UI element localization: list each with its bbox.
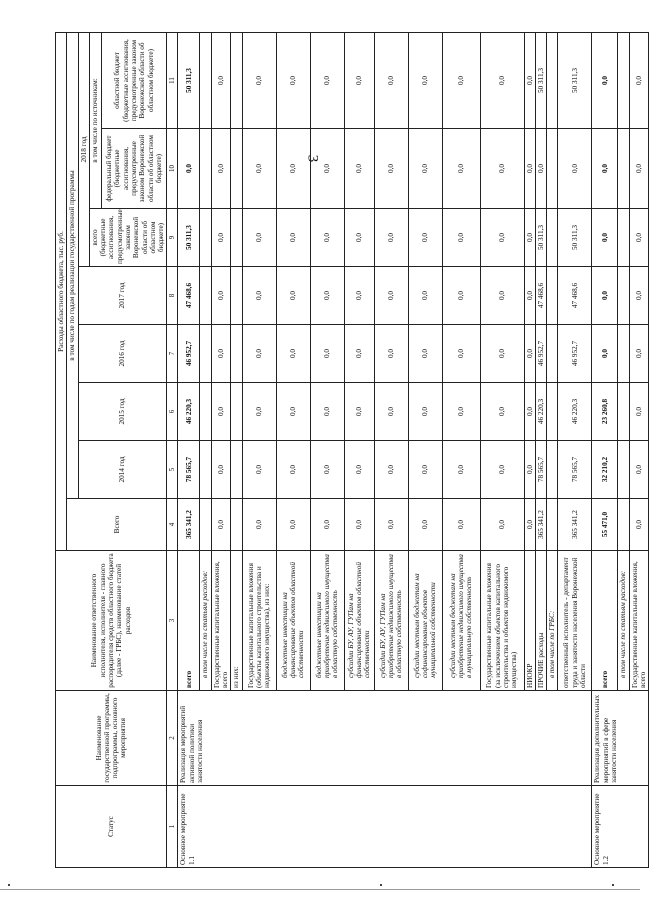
value-cell: 0,0 (344, 267, 374, 325)
value-cell: 50 311,3 (558, 32, 592, 128)
value-cell: 46 220,3 (178, 383, 200, 441)
value-cell: 0,0 (211, 32, 231, 128)
scan-speck (612, 884, 614, 886)
value-cell: 0,0 (629, 325, 649, 383)
value-cell: 0,0 (480, 267, 524, 325)
value-cell: 46 952,7 (558, 325, 592, 383)
value-cell: 0,0 (442, 325, 480, 383)
value-cell: 0,0 (344, 209, 374, 267)
value-cell: 0,0 (629, 209, 649, 267)
value-cell: 0,0 (276, 499, 310, 551)
value-cell: 0,0 (480, 383, 524, 441)
value-cell (547, 325, 558, 383)
value-cell: 47 468,6 (558, 267, 592, 325)
value-cell: 0,0 (592, 129, 618, 209)
value-cell: 0,0 (592, 32, 618, 128)
value-cell (231, 383, 242, 441)
value-cell: 0,0 (442, 32, 480, 128)
table-row (178, 32, 200, 867)
header-status: Статус (56, 786, 167, 868)
value-cell: 0,0 (242, 267, 276, 325)
value-cell: 0,0 (524, 441, 535, 499)
value-cell (618, 325, 629, 383)
value-cell: 0,0 (211, 209, 231, 267)
row-label: из них: (231, 551, 242, 691)
value-cell: 0,0 (242, 441, 276, 499)
value-cell: 32 210,2 (592, 441, 618, 499)
value-cell (200, 325, 211, 383)
header-2018: 2018 год (78, 32, 89, 266)
value-cell: 0,0 (524, 325, 535, 383)
scan-speck (380, 884, 382, 886)
value-cell: 0,0 (524, 499, 535, 551)
value-cell: 0,0 (242, 499, 276, 551)
header-2015: 2015 год (78, 383, 167, 441)
row-label: в том числе по статьям расходов: (618, 551, 629, 691)
value-cell: 0,0 (374, 499, 408, 551)
value-cell: 0,0 (629, 441, 649, 499)
value-cell: 0,0 (408, 383, 442, 441)
value-cell: 0,0 (211, 325, 231, 383)
value-cell: 0,0 (310, 499, 344, 551)
row-label: всего (178, 551, 200, 691)
value-cell: 46 952,7 (178, 325, 200, 383)
value-cell: 0,0 (442, 499, 480, 551)
value-cell: 0,0 (374, 209, 408, 267)
value-cell: 0,0 (211, 441, 231, 499)
value-cell: 0,0 (276, 209, 310, 267)
value-cell: 47 468,6 (178, 267, 200, 325)
header-by-years: в том числе по годам реализации государственной программы (67, 32, 78, 498)
budget-table-rotated (55, 33, 647, 868)
value-cell: 0,0 (276, 267, 310, 325)
value-cell (618, 499, 629, 551)
value-cell (200, 441, 211, 499)
value-cell: 50 311,3 (535, 32, 546, 128)
table-row (592, 32, 618, 867)
value-cell: 0,0 (480, 209, 524, 267)
measure-1-2-section (592, 32, 649, 867)
row-label: в том числе по статьям расходов: (200, 551, 211, 691)
value-cell: 0,0 (480, 441, 524, 499)
value-cell (231, 209, 242, 267)
value-cell: 0,0 (310, 209, 344, 267)
value-cell: 0,0 (242, 209, 276, 267)
value-cell: 78 565,7 (558, 441, 592, 499)
value-cell (231, 441, 242, 499)
header-2018-all: всего (бюджетные ассигнования, предусмотренные законом Воронежской области об областном бюджете) (89, 209, 167, 267)
value-cell (547, 499, 558, 551)
value-cell: 0,0 (442, 209, 480, 267)
header-2018-fed: федеральный бюджет (бюджетные ассигнования, предусмотренные законом Воронежской области об областном бюджете) (101, 129, 166, 209)
value-cell: 0,0 (374, 325, 408, 383)
value-cell (231, 129, 242, 209)
value-cell (618, 441, 629, 499)
value-cell (547, 441, 558, 499)
value-cell: 0,0 (524, 383, 535, 441)
value-cell: 0,0 (374, 383, 408, 441)
value-cell: 0,0 (374, 267, 408, 325)
value-cell: 0,0 (276, 32, 310, 128)
value-cell: 46 220,3 (558, 383, 592, 441)
value-cell: 0,0 (310, 441, 344, 499)
value-cell: 0,0 (535, 129, 546, 209)
value-cell: 365 341,2 (558, 499, 592, 551)
value-cell: 0,0 (408, 129, 442, 209)
value-cell: 23 260,8 (592, 383, 618, 441)
column-number-row: 1 2 3 4 5 6 7 8 9 10 11 (167, 32, 178, 867)
row-label: в том числе по ГРБС: (547, 551, 558, 691)
value-cell: 0,0 (344, 383, 374, 441)
value-cell: 0,0 (558, 129, 592, 209)
row-label: ответственный исполнитель - департамент труда и занятости населения Воронежской области (558, 551, 592, 691)
value-cell (547, 383, 558, 441)
value-cell (231, 32, 242, 128)
row-label: субсидии БУ, АУ, ГУПам на приобретение недвижимого имущества в областную собственность (374, 551, 408, 691)
value-cell: 0,0 (276, 383, 310, 441)
value-cell: 0,0 (629, 129, 649, 209)
value-cell: 0,0 (524, 209, 535, 267)
value-cell: 0,0 (442, 267, 480, 325)
header-budget-caption: Расходы областного бюджета, тыс. руб. (56, 32, 67, 550)
value-cell: 0,0 (310, 325, 344, 383)
header-2018-reg: областной бюджет (бюджетные ассигнования, предусмотренные законом Воронежской области об областном бюджете) (101, 32, 166, 128)
value-cell: 0,0 (344, 441, 374, 499)
value-cell: 0,0 (629, 267, 649, 325)
value-cell: 0,0 (310, 267, 344, 325)
value-cell (231, 267, 242, 325)
header-2017: 2017 год (78, 267, 167, 325)
measure-status: Основное мероприятие 1.2 (592, 786, 649, 868)
value-cell: 0,0 (242, 129, 276, 209)
value-cell: 0,0 (524, 267, 535, 325)
row-label: Государственные капитальные вложения (объекты капитального строительства и недвижимого имущества), из них: (242, 551, 276, 691)
value-cell: 0,0 (480, 325, 524, 383)
value-cell: 0,0 (408, 209, 442, 267)
value-cell: 50 311,3 (178, 32, 200, 128)
row-label: субсидии БУ, АУ, ГУПам на финансирование объектов областной собственности (344, 551, 374, 691)
measure-status: Основное мероприятие 1.1 (178, 786, 592, 868)
row-label: бюджетные инвестиции на финансирование объектов областной собственности (276, 551, 310, 691)
header-2018-incl: в том числе по источникам: (89, 32, 101, 208)
value-cell: 0,0 (442, 383, 480, 441)
row-label: бюджетные инвестиции на приобретение недвижимого имущества в областную собственность (310, 551, 344, 691)
value-cell: 0,0 (408, 441, 442, 499)
value-cell: 50 311,3 (178, 209, 200, 267)
value-cell: 0,0 (408, 32, 442, 128)
row-label: субсидии местным бюджетам на приобретение недвижимого имущества в муниципальную собственность (442, 551, 480, 691)
header-2016: 2016 год (78, 325, 167, 383)
measure-1-1-section (178, 32, 592, 867)
measure-name: Реализация мероприятий активной политики занятости населения (178, 691, 592, 786)
value-cell: 365 341,2 (535, 499, 546, 551)
scan-speck (8, 884, 10, 886)
value-cell (200, 32, 211, 128)
header-executor: Наименование ответственного исполнителя, исполнителя - главного распорядителя средств областного бюджета (далее - ГРБС), наименование статей расходов (56, 551, 167, 691)
value-cell: 0,0 (310, 32, 344, 128)
value-cell (231, 499, 242, 551)
value-cell: 0,0 (408, 325, 442, 383)
value-cell: 46 220,3 (535, 383, 546, 441)
value-cell: 0,0 (374, 32, 408, 128)
value-cell: 0,0 (211, 499, 231, 551)
value-cell (618, 129, 629, 209)
row-label: Государственные капитальные вложения, всего (211, 551, 231, 691)
value-cell: 78 565,7 (535, 441, 546, 499)
row-label: ПРОЧИЕ расходы (535, 551, 546, 691)
value-cell: 0,0 (524, 129, 535, 209)
value-cell: 0,0 (344, 129, 374, 209)
row-label: НИОКР (524, 551, 535, 691)
value-cell: 0,0 (442, 441, 480, 499)
value-cell: 0,0 (344, 325, 374, 383)
header-2014: 2014 год (78, 441, 167, 499)
value-cell: 0,0 (242, 32, 276, 128)
value-cell: 0,0 (242, 325, 276, 383)
value-cell: 0,0 (211, 383, 231, 441)
value-cell: 0,0 (276, 325, 310, 383)
header-program: Наименование государственной программы, подпрограммы, основного мероприятия (56, 691, 167, 786)
value-cell: 0,0 (408, 267, 442, 325)
value-cell (547, 267, 558, 325)
value-cell: 0,0 (178, 129, 200, 209)
value-cell: 0,0 (524, 32, 535, 128)
value-cell (618, 383, 629, 441)
value-cell: 46 952,7 (535, 325, 546, 383)
value-cell: 50 311,3 (558, 209, 592, 267)
value-cell: 0,0 (211, 267, 231, 325)
value-cell: 0,0 (408, 499, 442, 551)
value-cell (547, 209, 558, 267)
value-cell: 0,0 (276, 129, 310, 209)
value-cell (200, 499, 211, 551)
page-number: 3 (304, 154, 321, 163)
row-label: всего (592, 551, 618, 691)
value-cell: 0,0 (480, 499, 524, 551)
value-cell: 0,0 (480, 129, 524, 209)
value-cell (231, 325, 242, 383)
value-cell (618, 32, 629, 128)
value-cell (618, 209, 629, 267)
value-cell: 0,0 (310, 129, 344, 209)
value-cell: 0,0 (480, 32, 524, 128)
measure-name: Реализация дополнительных мероприятий в сфере занятости населения (592, 691, 649, 786)
value-cell: 0,0 (374, 129, 408, 209)
value-cell: 50 311,3 (535, 209, 546, 267)
value-cell (200, 129, 211, 209)
value-cell: 0,0 (592, 209, 618, 267)
row-label: Государственные капитальные вложения, всего (629, 551, 649, 691)
value-cell: 0,0 (374, 441, 408, 499)
value-cell (547, 32, 558, 128)
row-label: субсидии местным бюджетам на софинансирование объектов муниципальной собственности (408, 551, 442, 691)
value-cell: 0,0 (242, 383, 276, 441)
value-cell (200, 383, 211, 441)
value-cell: 55 471,0 (592, 499, 618, 551)
value-cell: 0,0 (276, 441, 310, 499)
value-cell: 0,0 (629, 32, 649, 128)
value-cell (200, 267, 211, 325)
scan-edge-line (0, 889, 640, 890)
value-cell: 0,0 (310, 383, 344, 441)
row-label: Государственные капитальные вложения (за исключением объектов капитального строительства и объектов недвижимого имущества) (480, 551, 524, 691)
value-cell: 365 341,2 (178, 499, 200, 551)
value-cell: 0,0 (442, 129, 480, 209)
value-cell: 0,0 (211, 129, 231, 209)
header-total: Всего (67, 499, 167, 551)
value-cell: 47 468,6 (535, 267, 546, 325)
value-cell: 0,0 (344, 32, 374, 128)
value-cell: 0,0 (592, 325, 618, 383)
value-cell (547, 129, 558, 209)
value-cell (618, 267, 629, 325)
value-cell: 0,0 (629, 383, 649, 441)
budget-table (55, 32, 649, 868)
value-cell (200, 209, 211, 267)
value-cell: 0,0 (629, 499, 649, 551)
value-cell: 0,0 (344, 499, 374, 551)
value-cell: 0,0 (592, 267, 618, 325)
value-cell: 78 565,7 (178, 441, 200, 499)
